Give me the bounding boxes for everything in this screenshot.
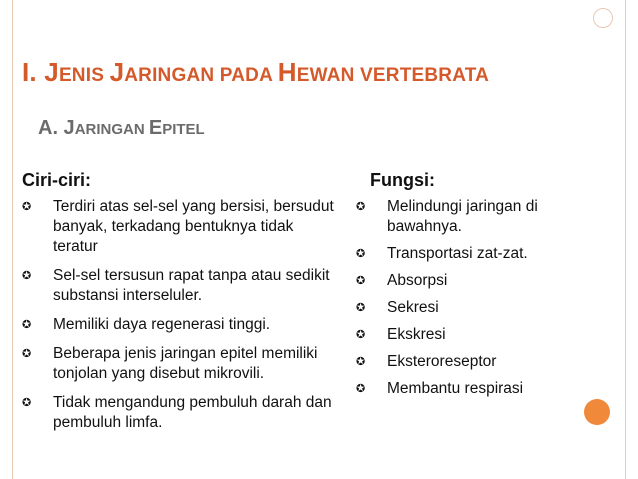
list-item (356, 379, 576, 399)
circle-cross-icon: ✪ (22, 318, 32, 331)
list-item-text: Membantu respirasi (387, 380, 524, 397)
heading-text-part: ENIS (58, 65, 110, 86)
list-item (356, 325, 576, 345)
circle-cross-icon: ✪ (22, 396, 32, 409)
left-frame-line (12, 0, 13, 479)
heading-text-part: I. J (22, 57, 59, 87)
circle-cross-icon: ✪ (22, 269, 32, 282)
circle-cross-icon: ✪ (356, 382, 366, 395)
slide-subtitle (38, 117, 205, 140)
left-column-heading: Ciri-ciri: (22, 170, 92, 190)
circle-cross-icon: ✪ (356, 328, 366, 341)
right-column-heading: Fungsi: (370, 170, 435, 190)
list-item-text: Sekresi (387, 299, 439, 316)
list-item-text: Transportasi zat-zat. (387, 245, 528, 262)
heading-text-part: E (148, 117, 163, 139)
list-item-text: Sel-sel tersusun rapat tanpa atau sedikit substansi interseluler. (53, 267, 330, 304)
heading-text-part: ARINGAN (74, 121, 149, 138)
circle-cross-icon: ✪ (22, 200, 32, 213)
characteristics-list (22, 197, 342, 442)
list-item (22, 266, 342, 306)
list-item (356, 197, 576, 237)
list-item (356, 244, 576, 264)
list-item (22, 393, 342, 433)
heading-text-part: H (277, 57, 297, 87)
circle-cross-icon: ✪ (356, 355, 366, 368)
slide-title (22, 57, 489, 88)
list-item (356, 271, 576, 291)
list-item-text: Memiliki daya regenerasi tinggi. (53, 316, 271, 333)
functions-list (356, 197, 576, 406)
list-item (22, 315, 342, 335)
heading-text-part: J (109, 57, 125, 87)
list-item (356, 298, 576, 318)
heading-text-part: EWAN VERTEBRATA (296, 65, 490, 86)
list-item-text: Eksteroreseptor (387, 353, 497, 370)
decorative-circle-bottom (584, 399, 610, 425)
circle-cross-icon: ✪ (356, 301, 366, 314)
list-item-text: Terdiri atas sel-sel yang bersisi, bersudut banyak, terkadang bentuknya tidak teratur (53, 198, 334, 255)
heading-text-part: A. J (38, 117, 75, 139)
list-item-text: Tidak mengandung pembuluh darah dan pembuluh limfa. (53, 394, 332, 431)
list-item-text: Beberapa jenis jaringan epitel memiliki tonjolan yang disebut mikrovili. (53, 345, 318, 382)
list-item (22, 344, 342, 384)
list-item (22, 197, 342, 257)
list-item (356, 352, 576, 372)
right-frame-line (625, 0, 626, 479)
circle-cross-icon: ✪ (356, 200, 366, 213)
list-item-text: Absorpsi (387, 272, 448, 289)
decorative-circle-top (593, 8, 613, 28)
heading-text-part: PITEL (162, 121, 205, 138)
circle-cross-icon: ✪ (356, 274, 366, 287)
circle-cross-icon: ✪ (356, 247, 366, 260)
list-item-text: Ekskresi (387, 326, 446, 343)
list-item-text: Melindungi jaringan di bawahnya. (387, 198, 538, 235)
circle-cross-icon: ✪ (22, 347, 32, 360)
heading-text-part: ARINGAN PADA (124, 65, 278, 86)
